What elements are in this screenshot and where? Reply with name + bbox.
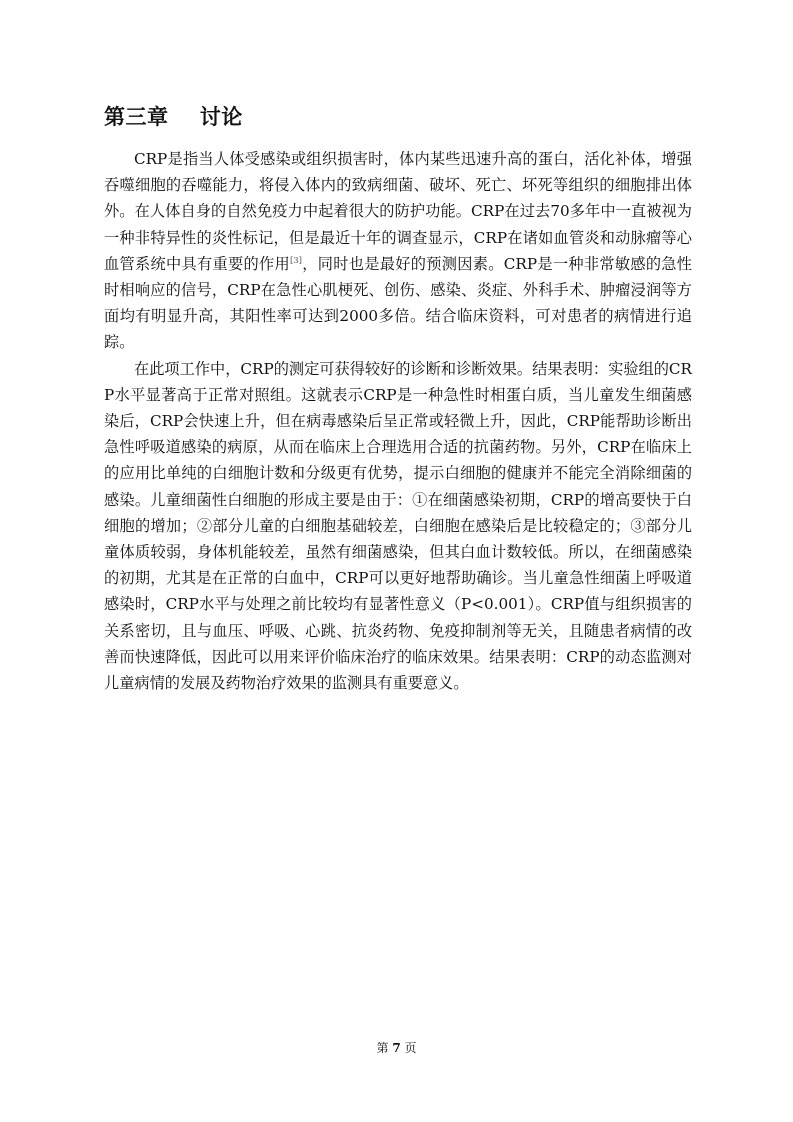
page-number-value: 7 [392, 1041, 401, 1055]
paragraph-1 [104, 146, 692, 356]
page-number-suffix: 页 [400, 1041, 417, 1055]
paragraph-2: 在此项工作中，CRP的测定可获得较好的诊断和诊断效果。结果表明：实验组的CRP水平显著高于正常对照组。这就表示CRP是一种急性时相蛋白质，当儿童发生细菌感染后，CRP会快速上升，但在病毒感染后呈正常或轻微上升，因此，CRP能帮助诊断出急性呼吸道感染的病原，从而在临床上合理选用合适的抗菌药物。另外，CRP在临床上的应用比单纯的白细胞计数和分级更有优势，提示白细胞的健康并不能完全消除细菌的感染。儿童细菌性白细胞的形成主要是由于：①在细菌感染初期，CRP的增高要快于白细胞的增加；②部分儿童的白细胞基础较差，白细胞在感染后是比较稳定的；③部分儿童体质较弱，身体机能较差，虽然有细菌感染，但其白血计数较低。所以，在细菌感染的初期，尤其是在正常的白血中，CRP可以更好地帮助确诊。当儿童急性细菌上呼吸道感染时，CRP水平与处理之前比较均有显著性意义（P<0.001）。CRP值与组织损害的关系密切，且与血压、呼吸、心跳、抗炎药物、免疫抑制剂等无关，且随患者病情的改善而快速降低，因此可以用来评价临床治疗的临床效果。结果表明：CRP的动态监测对儿童病情的发展及药物治疗效果的监测具有重要意义。 [104, 359, 692, 693]
paragraph-1-text-before-citation: CRP是指当人体受感染或组织损害时，体内某些迅速升高的蛋白，活化补体，增强吞噬细胞的吞噬能力，将侵入体内的致病细菌、破坏、死亡、坏死等组织的细胞排出体外。在人体自身的自然免疫力中起着很大的防护功能。CRP在过去70多年中一直被视为一种非特异性的炎性标记，但是最近十年的调查显示，CRP在诸如血管炎和动脉瘤等心血管系统中具有重要的作用 [104, 150, 692, 273]
paragraph-1-text-after-citation: ，同时也是最好的预测因素。CRP是一种非常敏感的急性时相响应的信号，CRP在急性心肌梗死、创伤、感染、炎症、外科手术、肿瘤浸润等方面均有明显升高，其阳性率可达到2000多倍。结合临床资料，可对患者的病情进行追踪。 [104, 254, 692, 352]
chapter-title: 第三章 讨论 [104, 105, 243, 129]
chapter-body [104, 146, 692, 696]
page-number [0, 1040, 793, 1056]
citation-reference[interactable]: [3] [289, 255, 302, 266]
page-number-prefix: 第 [376, 1041, 393, 1055]
